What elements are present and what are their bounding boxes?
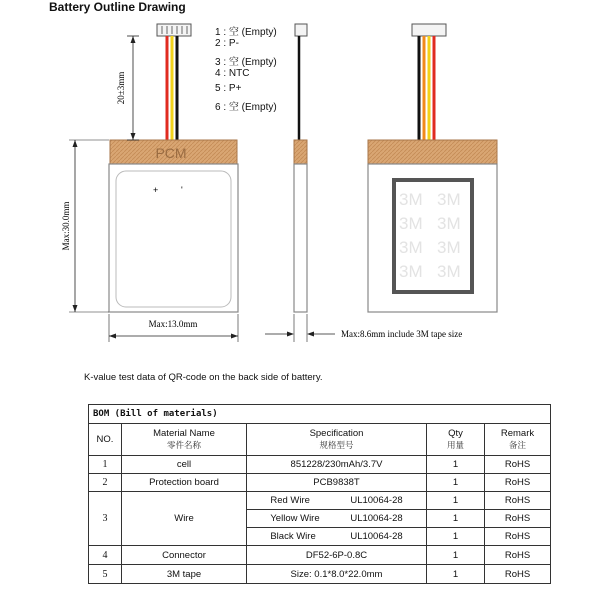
row-remark: RoHS	[485, 456, 551, 474]
pcm-side	[294, 140, 307, 164]
tape-mark: 3M	[437, 214, 461, 233]
tape-mark: 3M	[399, 214, 423, 233]
row-spec: Black Wire UL10064-28	[247, 528, 427, 546]
bom-table	[88, 404, 551, 584]
header-remark: Remark 备注	[485, 424, 551, 456]
header-qty: Qty 用量	[427, 424, 485, 456]
row-remark: RoHS	[485, 546, 551, 565]
dim-thickness: Max:8.6mm include 3M tape size	[341, 329, 463, 339]
plus-mark: +	[153, 185, 159, 195]
cell-inner	[116, 171, 231, 307]
table-row	[89, 565, 551, 584]
row-spec: Red Wire UL10064-28	[247, 492, 427, 510]
page-title: Battery Outline Drawing	[49, 0, 186, 14]
dim-width: Max:13.0mm	[148, 319, 198, 329]
row-qty: 1	[427, 546, 485, 565]
row-spec: Yellow Wire UL10064-28	[247, 510, 427, 528]
tape-mark: 3M	[399, 262, 423, 281]
back-view	[368, 24, 497, 312]
pin-4: 4 : NTC	[215, 68, 250, 79]
pin-6: 6 : 空 (Empty)	[215, 102, 277, 113]
row-spec: Size: 0.1*8.0*22.0mm	[247, 565, 427, 584]
row-name: Protection board	[122, 474, 247, 492]
pin-5: 5 : P+	[215, 83, 242, 94]
pcm-label: PCM	[155, 145, 187, 161]
row-remark: RoHS	[485, 510, 551, 528]
row-name: Connector	[122, 546, 247, 565]
row-name: 3M tape	[122, 565, 247, 584]
tape-mark: 3M	[437, 262, 461, 281]
header-spec: Specification 规格型号	[247, 424, 427, 456]
row-no: 1	[89, 456, 122, 474]
pin-1: 1 : 空 (Empty)	[215, 27, 277, 38]
table-row	[89, 474, 551, 492]
connector-back	[412, 24, 446, 36]
row-qty: 1	[427, 456, 485, 474]
row-qty: 1	[427, 474, 485, 492]
table-row	[89, 546, 551, 565]
cell-side	[294, 164, 307, 312]
row-name: cell	[122, 456, 247, 474]
header-no: NO.	[89, 424, 122, 456]
table-row	[89, 492, 551, 510]
row-remark: RoHS	[485, 565, 551, 584]
row-qty: 1	[427, 528, 485, 546]
row-no: 3	[89, 492, 122, 546]
dim-wire-length: 20±3mm	[116, 71, 126, 105]
pcm-back	[368, 140, 497, 164]
pin-3: 3 : 空 (Empty)	[215, 57, 277, 68]
row-spec: PCB9838T	[247, 474, 427, 492]
minus-mark: '	[181, 185, 183, 195]
connector-side	[295, 24, 307, 36]
row-qty: 1	[427, 510, 485, 528]
tape-mark: 3M	[399, 238, 423, 257]
row-remark: RoHS	[485, 528, 551, 546]
tape-mark: 3M	[399, 190, 423, 209]
front-view	[61, 24, 238, 342]
row-spec: 851228/230mAh/3.7V	[247, 456, 427, 474]
header-name: Material Name 零件名称	[122, 424, 247, 456]
row-no: 5	[89, 565, 122, 584]
bom-header-row	[89, 424, 551, 456]
row-qty: 1	[427, 492, 485, 510]
tape-mark: 3M	[437, 190, 461, 209]
table-row	[89, 456, 551, 474]
row-spec: DF52-6P-0.8C	[247, 546, 427, 565]
row-name: Wire	[122, 492, 247, 546]
row-no: 4	[89, 546, 122, 565]
kvalue-note: K-value test data of QR-code on the back side of battery.	[84, 372, 323, 383]
row-no: 2	[89, 474, 122, 492]
bom-title: BOM (Bill of materials)	[89, 405, 551, 424]
pin-2: 2 : P-	[215, 38, 239, 49]
row-qty: 1	[427, 565, 485, 584]
dim-height: Max:30.0mm	[61, 201, 71, 251]
row-remark: RoHS	[485, 492, 551, 510]
tape-mark: 3M	[437, 238, 461, 257]
row-remark: RoHS	[485, 474, 551, 492]
